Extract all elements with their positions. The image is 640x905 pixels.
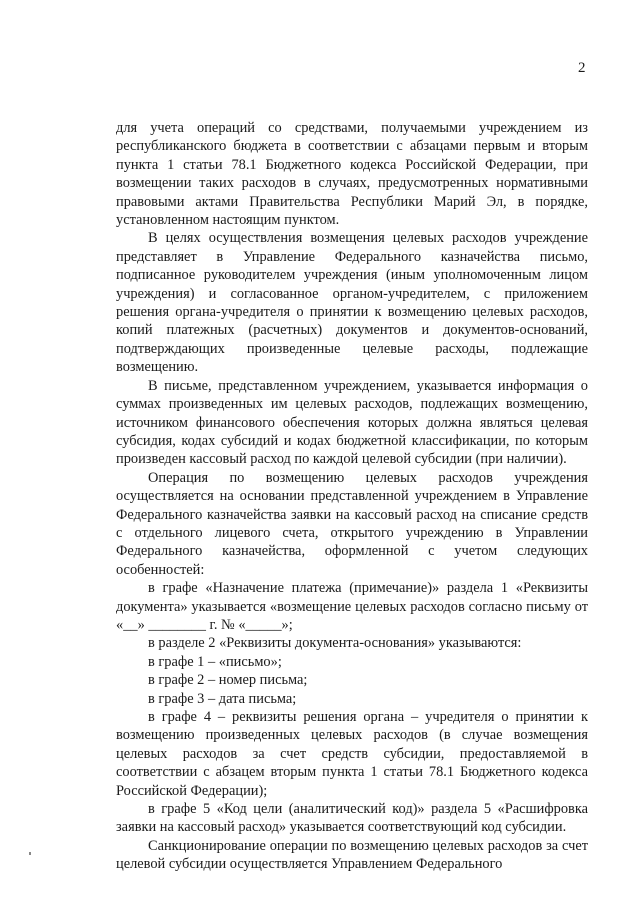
paragraph: в разделе 2 «Реквизиты документа-основания» указываются: bbox=[148, 635, 522, 652]
paragraph: в графе 3 – дата письма; bbox=[148, 690, 297, 707]
body-text bbox=[116, 119, 588, 874]
scan-speck bbox=[29, 852, 31, 855]
page-number: 2 bbox=[578, 60, 586, 76]
paragraph: в графе 4 – реквизиты решения органа – учредителя о принятии к возмещению произведенных целевых расходов (в случае возмещения целевых расходов за счет средств субсидии, предоставляемой в соответствии с абзацем вторым пункта 1 статьи 78.1 Бюджетного кодекса Российской Федерации); bbox=[116, 709, 588, 799]
paragraph: В письме, представленном учреждением, указывается информация о суммах произведенных им целевых расходов, подлежащих возмещению, источником финансового обеспечения которых должна являться целевая субсидия, кодах субсидий и кодах бюджетной классификации, по которым произведен кассовый расход по каждой целевой субсидии (при наличии). bbox=[116, 377, 588, 468]
paragraph: Санкционирование операции по возмещению целевых расходов за счет целевой субсидии осуществляется Управлением Федерального bbox=[116, 837, 588, 873]
paragraph: в графе 5 «Код цели (аналитический код)» раздела 5 «Расшифровка заявки на кассовый расход» указывается соответствующий код субсидии. bbox=[116, 801, 588, 836]
paragraph: в графе 1 – «письмо»; bbox=[148, 653, 282, 670]
paragraph: В целях осуществления возмещения целевых расходов учреждение представляет в Управление Федерального казначейства письмо, подписанное руководителем учреждения (иным уполномоченным лицом учреждения) и согласованное органом-учредителем, с приложением решения органа-учредителя о принятии к возмещению целевых расходов, копий платежных (расчетных) документов и документов-оснований, подтверждающих произведенные целевые расходы, подлежащие возмещению. bbox=[116, 230, 588, 376]
paragraph: в графе 2 – номер письма; bbox=[148, 672, 308, 689]
paragraph: в графе «Назначение платежа (примечание)» раздела 1 «Реквизиты документа» указывается «возмещение целевых расходов согласно письму от «__» ________ г. № «_____»; bbox=[116, 580, 588, 633]
paragraph: для учета операций со средствами, получаемыми учреждением из республиканского бюджета в соответствии с абзацами первым и вторым пункта 1 статьи 78.1 Бюджетного кодекса Российской Федерации, при возмещении таких расходов в случаях, предусмотренных нормативными правовыми актами Правительства Республики Марий Эл, в порядке, установленном настоящим пунктом. bbox=[116, 120, 588, 229]
paragraph: Операция по возмещению целевых расходов учреждения осуществляется на основании представленной учреждением в Управление Федерального казначейства заявки на кассовый расход на списание средств с отдельного лицевого счета, открытого учреждению в Управлении Федерального казначейства, оформленной с учетом следующих особенностей: bbox=[116, 469, 588, 578]
